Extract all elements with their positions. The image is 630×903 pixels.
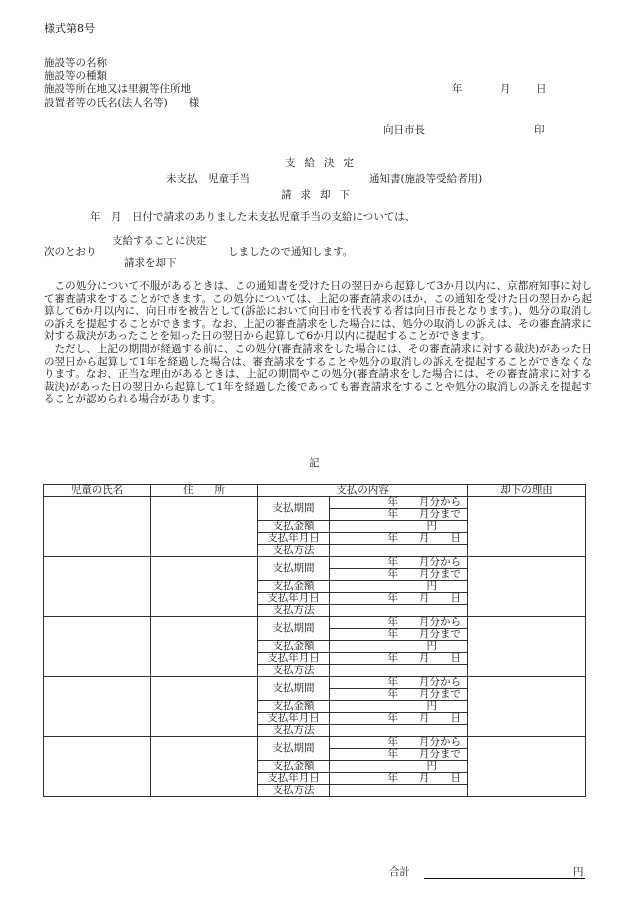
rejection-reason-cell[interactable]: [468, 557, 586, 617]
facility-type-label: 施設等の種類: [44, 70, 107, 83]
payment-method-label: 支払方法: [258, 605, 330, 617]
amount-label: 支払金額: [258, 581, 330, 593]
facility-info: [44, 57, 199, 110]
period-label: 支払期間: [258, 617, 330, 641]
period-to-value: 年 月分まで: [330, 689, 468, 701]
period-label: 支払期間: [258, 737, 330, 761]
facility-address-label: 施設等所在地又は里親等住所地: [44, 83, 191, 96]
choice-prefix: 次のとおり: [44, 246, 97, 258]
address-cell[interactable]: [151, 737, 258, 797]
period-from-value: 年 月分から: [330, 557, 468, 569]
facility-name-label: 施設等の名称: [44, 57, 107, 69]
payment-date-label: 支払年月日: [258, 653, 330, 665]
payment-date-value: 年 月 日: [330, 653, 468, 665]
payment-method-value[interactable]: [330, 605, 468, 617]
amount-value: 円: [330, 761, 468, 773]
choice-reject: 請求を却下: [124, 257, 177, 269]
issue-month: 月: [500, 83, 511, 95]
appeal-notice: [44, 280, 592, 406]
payment-method-value[interactable]: [330, 785, 468, 797]
rejection-reason-cell[interactable]: [468, 617, 586, 677]
period-to-value: 年 月分まで: [330, 749, 468, 761]
child-name-cell[interactable]: [44, 737, 151, 797]
payment-method-label: 支払方法: [258, 725, 330, 737]
title-unpaid-allowance: 未支払 児童手当: [166, 173, 250, 185]
payment-detail-table: [43, 484, 586, 797]
payment-date-value: 年 月 日: [330, 593, 468, 605]
child-name-cell[interactable]: [44, 677, 151, 737]
table-row: [44, 617, 586, 629]
issuer-seal: 印: [534, 124, 545, 136]
header-address: 住 所: [151, 485, 258, 497]
issuer-mayor: 向日市長: [383, 124, 425, 136]
amount-value: 円: [330, 701, 468, 713]
address-cell[interactable]: [151, 677, 258, 737]
table-header-row: [44, 485, 586, 497]
payment-method-value[interactable]: [330, 665, 468, 677]
rejection-reason-cell[interactable]: [468, 737, 586, 797]
issue-day: 日: [536, 83, 547, 95]
period-label: 支払期間: [258, 497, 330, 521]
payment-date-label: 支払年月日: [258, 713, 330, 725]
period-to-value: 年 月分まで: [330, 629, 468, 641]
total-label: 合計: [389, 866, 410, 878]
period-to-value: 年 月分まで: [330, 569, 468, 581]
title-decision: 支給決定: [285, 157, 363, 169]
ki-heading: 記: [309, 457, 320, 469]
choice-suffix: しましたので通知します。: [228, 246, 354, 258]
amount-label: 支払金額: [258, 641, 330, 653]
payment-date-label: 支払年月日: [258, 773, 330, 785]
amount-label: 支払金額: [258, 701, 330, 713]
period-from-value: 年 月分から: [330, 677, 468, 689]
payment-method-label: 支払方法: [258, 665, 330, 677]
amount-label: 支払金額: [258, 761, 330, 773]
period-from-value: 年 月分から: [330, 617, 468, 629]
amount-value: 円: [330, 641, 468, 653]
period-from-value: 年 月分から: [330, 737, 468, 749]
amount-value: 円: [330, 581, 468, 593]
child-name-cell[interactable]: [44, 497, 151, 557]
payment-date-value: 年 月 日: [330, 773, 468, 785]
payment-method-value[interactable]: [330, 725, 468, 737]
title-notice-type: 通知書(施設等受給者用): [369, 173, 483, 185]
address-cell[interactable]: [151, 497, 258, 557]
period-from-value: 年 月分から: [330, 497, 468, 509]
period-to-value: 年 月分まで: [330, 509, 468, 521]
child-name-cell[interactable]: [44, 617, 151, 677]
table-row: [44, 737, 586, 749]
rejection-reason-cell[interactable]: [468, 497, 586, 557]
choice-approve: 支給することに決定: [112, 235, 207, 247]
header-child-name: 児童の氏名: [44, 485, 151, 497]
amount-value: 円: [330, 521, 468, 533]
period-label: 支払期間: [258, 557, 330, 581]
header-payment-content: 支払の内容: [258, 485, 468, 497]
rejection-reason-cell[interactable]: [468, 677, 586, 737]
intro-text: 年 月 日付で請求のありました未支払児童手当の支給については、: [90, 211, 416, 223]
facility-operator-label: 設置者等の氏名(法人名等) 様: [44, 96, 200, 109]
title-rejection: 請求却下: [281, 189, 359, 201]
form-number: 様式第8号: [44, 22, 95, 35]
payment-method-value[interactable]: [330, 545, 468, 557]
table-row: [44, 557, 586, 569]
amount-label: 支払金額: [258, 521, 330, 533]
notice-paragraph: ただし、上記の期間が経過する前に、この処分(審査請求をした場合には、その審査請求に対する裁決)があった日の翌日から起算して1年を経過した場合は、審査請求をすることや処分の取消しの訴えを提起することができなくなります。なお、正当な理由があるときは、上記の期間やこの処分(審査請求をした場合には、その審査請求に対する裁決)があった日の翌日から起算して1年を経過した後であっても審査請求をすることや処分の取消しの訴えを提起することが認められる場合があります。: [44, 342, 592, 406]
notice-paragraph: この処分について不服があるときは、この通知書を受けた日の翌日から起算して3か月以内に、京都府知事に対して審査請求をすることができます。この処分については、上記の審査請求のほか、この通知を受けた日の翌日から起算して6か月以内に、向日市を被告として(訴訟において向日市を代表する者は向日市長となります。)、処分の取消しの訴えを提起することができます。なお、上記の審査請求をした場合には、処分の取消しの訴えは、その審査請求に対する裁決があったことを知った日の翌日から起算して6か月以内に提起することができます。: [44, 280, 592, 343]
payment-date-value: 年 月 日: [330, 713, 468, 725]
issue-year: 年: [452, 83, 463, 95]
address-cell[interactable]: [151, 557, 258, 617]
payment-date-label: 支払年月日: [258, 533, 330, 545]
header-rejection-reason: 却下の理由: [468, 485, 586, 497]
total-unit: 円: [573, 866, 584, 878]
period-label: 支払期間: [258, 677, 330, 701]
payment-date-label: 支払年月日: [258, 593, 330, 605]
payment-method-label: 支払方法: [258, 545, 330, 557]
child-name-cell[interactable]: [44, 557, 151, 617]
table-row: [44, 497, 586, 509]
payment-method-label: 支払方法: [258, 785, 330, 797]
table-body: [44, 497, 586, 797]
payment-date-value: 年 月 日: [330, 533, 468, 545]
table-row: [44, 677, 586, 689]
address-cell[interactable]: [151, 617, 258, 677]
total-underline: [424, 878, 585, 879]
